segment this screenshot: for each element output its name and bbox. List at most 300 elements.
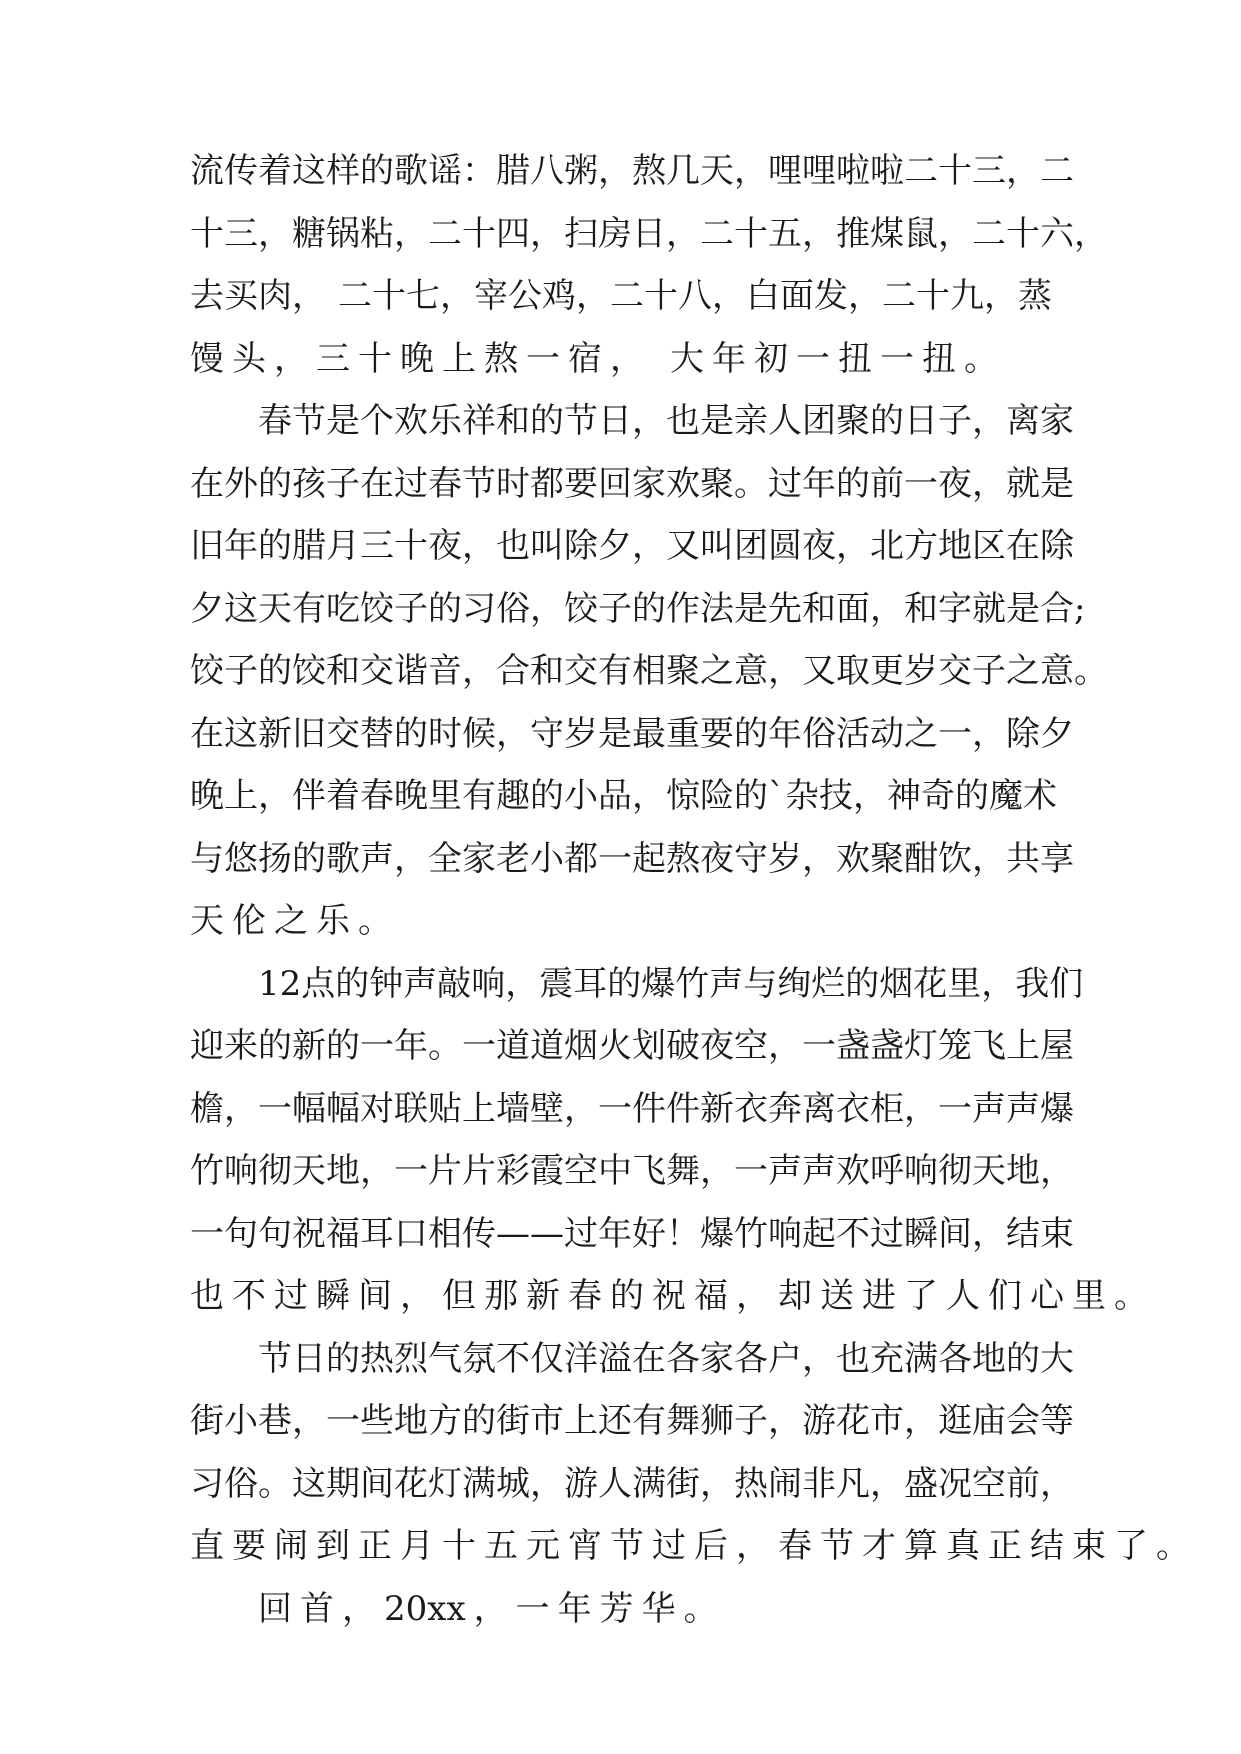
glyph: 一 xyxy=(734,1151,768,1191)
glyph: 扫 xyxy=(564,213,598,254)
glyph: 火 xyxy=(598,1026,632,1066)
space xyxy=(326,265,338,328)
glyph: 夕 xyxy=(1040,713,1074,754)
glyph: 北 xyxy=(870,526,904,566)
glyph: 一 xyxy=(904,463,938,504)
glyph: 声 xyxy=(403,963,438,1004)
glyph: 七 xyxy=(406,276,440,316)
glyph: 一 xyxy=(598,1088,632,1129)
glyph: 欢 xyxy=(836,838,870,879)
glyph: 又 xyxy=(802,651,836,691)
glyph: 送 xyxy=(820,1276,854,1316)
glyph: 算 xyxy=(904,1526,938,1566)
glyph: 锅 xyxy=(326,213,360,254)
glyph: 新 xyxy=(258,713,292,754)
glyph: 熬 xyxy=(666,838,700,879)
glyph: 是 xyxy=(598,713,632,754)
glyph: 贴 xyxy=(428,1088,462,1129)
glyph: 也 xyxy=(666,401,700,441)
glyph: 元 xyxy=(526,1526,560,1566)
glyph: 声 xyxy=(802,1151,836,1191)
glyph: 的 xyxy=(1006,1338,1040,1379)
glyph: 在 xyxy=(190,713,224,754)
glyph: ， xyxy=(292,1401,326,1441)
glyph: 在 xyxy=(360,463,394,504)
text-line xyxy=(190,953,1084,1016)
glyph: 过 xyxy=(652,1526,686,1566)
text-line xyxy=(190,1578,1052,1641)
text-line xyxy=(190,203,1108,266)
glyph: 就 xyxy=(1006,463,1040,504)
glyph: 和 xyxy=(496,401,530,441)
glyph: 节 xyxy=(564,401,598,441)
glyph: 子 xyxy=(972,651,1006,691)
glyph: 二 xyxy=(428,213,462,254)
glyph: 上 xyxy=(564,1401,598,1441)
glyph: 华 xyxy=(641,1588,676,1629)
glyph: 传 xyxy=(224,151,258,191)
glyph: 趣 xyxy=(496,776,530,816)
glyph: 人 xyxy=(598,1463,632,1504)
glyph: 最 xyxy=(632,713,666,754)
glyph: 洋 xyxy=(564,1338,598,1379)
glyph: 扭 xyxy=(838,338,872,379)
glyph: 旧 xyxy=(190,526,224,566)
glyph: 守 xyxy=(734,838,768,879)
glyph: 子 xyxy=(938,401,972,441)
glyph: 子 xyxy=(224,651,258,691)
glyph: 上 xyxy=(1006,1026,1040,1066)
text-line xyxy=(190,1265,1148,1328)
glyph: 十 xyxy=(394,526,428,566)
glyph: 盏 xyxy=(870,1026,904,1066)
glyph: ， xyxy=(768,1026,802,1066)
glyph: 之 xyxy=(1006,651,1040,691)
glyph: 非 xyxy=(802,1463,836,1504)
glyph: 热 xyxy=(734,1463,768,1504)
glyph: 煤 xyxy=(870,213,904,254)
glyph: 交 xyxy=(938,651,972,691)
glyph: 福 xyxy=(694,1276,728,1316)
glyph: 一 xyxy=(796,338,830,379)
glyph: 节 xyxy=(462,463,496,504)
glyph: 蒸 xyxy=(1018,276,1052,316)
glyph: 上 xyxy=(462,1088,496,1129)
glyph: 首 xyxy=(300,1588,334,1629)
glyph: 壁 xyxy=(530,1088,564,1129)
glyph: 作 xyxy=(666,588,700,629)
glyph: 地 xyxy=(394,1401,428,1441)
glyph: ， xyxy=(904,1401,938,1441)
glyph: 几 xyxy=(666,151,700,191)
text-line xyxy=(190,265,1052,328)
glyph: 新 xyxy=(700,1088,734,1129)
glyph: 这 xyxy=(224,713,258,754)
glyph: 。 xyxy=(428,1026,462,1066)
glyph: 飞 xyxy=(632,1151,666,1191)
glyph: ， xyxy=(972,713,1006,754)
glyph: 上 xyxy=(442,338,476,379)
glyph: 舞 xyxy=(666,1151,700,1191)
glyph: 绚 xyxy=(777,963,812,1004)
glyph: 九 xyxy=(950,276,984,316)
glyph: 道 xyxy=(496,1026,530,1066)
glyph: 间 xyxy=(358,1276,392,1316)
glyph: 节 xyxy=(820,1526,854,1566)
glyph: 糖 xyxy=(292,213,326,254)
glyph: 孩 xyxy=(292,463,326,504)
glyph: 聚 xyxy=(666,651,700,691)
glyph: 发 xyxy=(814,276,848,316)
glyph: 和 xyxy=(802,588,836,629)
glyph: 三 xyxy=(972,151,1006,191)
glyph: 要 xyxy=(232,1526,266,1566)
glyph: 一 xyxy=(258,1088,292,1129)
glyph: 法 xyxy=(700,588,734,629)
glyph: 的 xyxy=(326,1026,360,1066)
text-line xyxy=(190,1515,1190,1578)
glyph: 熬 xyxy=(484,338,518,379)
glyph: ， xyxy=(505,963,540,1004)
glyph: 街 xyxy=(666,1463,700,1504)
glyph: 好 xyxy=(632,1213,666,1254)
glyph: 三 xyxy=(316,338,350,379)
glyph: 回 xyxy=(258,1588,292,1629)
glyph: 爆 xyxy=(1040,1088,1074,1129)
glyph: 。 xyxy=(358,901,392,941)
glyph: 交 xyxy=(564,651,598,691)
glyph: 鸡 xyxy=(542,276,576,316)
glyph: 。 xyxy=(1156,1526,1190,1566)
glyph: 扬 xyxy=(258,838,292,879)
glyph: 取 xyxy=(836,651,870,691)
glyph: 在 xyxy=(190,463,224,504)
glyph: 先 xyxy=(768,588,802,629)
glyph: 呼 xyxy=(870,1151,904,1191)
glyph: ， xyxy=(938,213,972,254)
glyph: 天 xyxy=(700,151,734,191)
glyph: 老 xyxy=(496,838,530,879)
glyph: 彻 xyxy=(258,1151,292,1191)
glyph: 声 xyxy=(709,963,744,1004)
glyph: 一 xyxy=(360,1026,394,1066)
glyph: 馒 xyxy=(190,338,224,379)
glyph: 大 xyxy=(670,338,704,379)
glyph: 我 xyxy=(1015,963,1050,1004)
glyph: 烂 xyxy=(811,963,846,1004)
glyph: 的 xyxy=(845,963,880,1004)
glyph: 相 xyxy=(632,651,666,691)
glyph: 一 xyxy=(802,1026,836,1066)
glyph: 20xx xyxy=(384,1588,466,1629)
glyph: 福 xyxy=(326,1213,360,1254)
glyph: 八 xyxy=(530,151,564,191)
glyph: 柜 xyxy=(870,1088,904,1129)
glyph: 况 xyxy=(938,1463,972,1504)
glyph: 奔 xyxy=(768,1088,802,1129)
glyph: 动 xyxy=(870,713,904,754)
glyph: 流 xyxy=(190,151,224,191)
glyph: ， xyxy=(984,276,1018,316)
glyph: 二 xyxy=(1040,151,1074,191)
glyph: 是 xyxy=(1040,463,1074,504)
glyph: ， xyxy=(972,463,1006,504)
glyph: ， xyxy=(1074,213,1108,254)
glyph: 还 xyxy=(598,1401,632,1441)
glyph: 震 xyxy=(539,963,574,1004)
glyph: 在 xyxy=(632,1338,666,1379)
glyph: 哩 xyxy=(802,151,836,191)
glyph: 着 xyxy=(326,776,360,816)
glyph: 联 xyxy=(394,1088,428,1129)
glyph: 一 xyxy=(190,1213,224,1254)
glyph: ， xyxy=(224,1088,258,1129)
glyph: 竹 xyxy=(734,1213,768,1254)
glyph: 街 xyxy=(190,1401,224,1441)
glyph: 满 xyxy=(904,1338,938,1379)
glyph: 结 xyxy=(1030,1526,1064,1566)
glyph: 笼 xyxy=(938,1026,972,1066)
glyph: 户 xyxy=(768,1338,802,1379)
glyph: 鼠 xyxy=(904,213,938,254)
glyph: 春 xyxy=(568,1276,602,1316)
glyph: 竹 xyxy=(190,1151,224,1191)
glyph: 十 xyxy=(190,213,224,254)
glyph: 有 xyxy=(462,776,496,816)
glyph: 技 xyxy=(819,776,853,816)
glyph: 闹 xyxy=(768,1463,802,1504)
glyph: 宿 xyxy=(568,338,602,379)
glyph: 伴 xyxy=(292,776,326,816)
glyph: 的 xyxy=(734,776,768,816)
glyph: 月 xyxy=(326,526,360,566)
glyph: 的 xyxy=(836,463,870,504)
glyph: 都 xyxy=(564,838,598,879)
glyph: 时 xyxy=(496,463,530,504)
glyph: 钟 xyxy=(369,963,404,1004)
glyph: 日 xyxy=(598,401,632,441)
glyph: 响 xyxy=(768,1213,802,1254)
glyph: 白 xyxy=(746,276,780,316)
glyph: 瞬 xyxy=(904,1213,938,1254)
glyph: 游 xyxy=(564,1463,598,1504)
glyph: 飞 xyxy=(972,1026,1006,1066)
glyph: 各 xyxy=(938,1338,972,1379)
glyph: 地 xyxy=(1006,1151,1040,1191)
glyph: 神 xyxy=(887,776,921,816)
glyph: 家 xyxy=(700,1338,734,1379)
glyph: ， xyxy=(870,588,904,629)
glyph: 是 xyxy=(700,401,734,441)
text-line xyxy=(190,890,1052,953)
glyph: 小 xyxy=(530,838,564,879)
glyph: 着 xyxy=(258,151,292,191)
glyph: 耳 xyxy=(360,1213,394,1254)
glyph: 闹 xyxy=(274,1526,308,1566)
glyph: 一 xyxy=(326,1401,360,1441)
glyph: 起 xyxy=(802,1213,836,1254)
glyph: — xyxy=(530,1213,564,1254)
glyph: 过 xyxy=(870,1213,904,1254)
glyph: 瞬 xyxy=(316,1276,350,1316)
glyph: ， xyxy=(736,1526,770,1566)
glyph: 声 xyxy=(360,838,394,879)
glyph: 十 xyxy=(938,151,972,191)
glyph: 一 xyxy=(394,1151,428,1191)
glyph: 时 xyxy=(428,713,462,754)
glyph: 的 xyxy=(292,838,326,879)
glyph: 春 xyxy=(428,463,462,504)
glyph: 岁 xyxy=(768,838,802,879)
glyph: 的 xyxy=(258,526,292,566)
glyph: ， xyxy=(342,1588,376,1629)
glyph: ， xyxy=(360,1151,394,1191)
glyph: 夜 xyxy=(428,526,462,566)
glyph: 里 xyxy=(1072,1276,1106,1316)
glyph: 舞 xyxy=(666,1401,700,1441)
text-line xyxy=(190,390,1074,453)
glyph: 节 xyxy=(292,401,326,441)
glyph: 屋 xyxy=(1040,1026,1074,1066)
glyph: 离 xyxy=(1006,401,1040,441)
glyph: 灯 xyxy=(904,1026,938,1066)
glyph: 衣 xyxy=(836,1088,870,1129)
glyph: 会 xyxy=(1006,1401,1040,1441)
glyph: 家 xyxy=(462,838,496,879)
glyph: 檐 xyxy=(190,1088,224,1129)
glyph: 腊 xyxy=(292,526,326,566)
glyph: 日 xyxy=(632,213,666,254)
glyph: 一 xyxy=(938,1088,972,1129)
glyph: 合 xyxy=(496,651,530,691)
glyph: 的 xyxy=(607,963,642,1004)
glyph: 十 xyxy=(358,338,392,379)
glyph: 烟 xyxy=(564,1026,598,1066)
text-line xyxy=(190,140,1074,203)
glyph: ， xyxy=(904,1088,938,1129)
glyph: 过 xyxy=(564,1213,598,1254)
glyph: 市 xyxy=(870,1401,904,1441)
glyph: 片 xyxy=(462,1151,496,1191)
glyph: 了 xyxy=(1114,1526,1148,1566)
text-line xyxy=(190,453,1074,516)
glyph: 的 xyxy=(734,713,768,754)
glyph: 欢 xyxy=(394,401,428,441)
glyph: 的 xyxy=(360,151,394,191)
glyph: 共 xyxy=(1006,838,1040,879)
glyph: 又 xyxy=(666,526,700,566)
glyph: ， xyxy=(870,1463,904,1504)
glyph: 谐 xyxy=(394,651,428,691)
glyph: 面 xyxy=(780,276,814,316)
glyph: ， xyxy=(836,526,870,566)
glyph: 响 xyxy=(904,1151,938,1191)
glyph: 句 xyxy=(258,1213,292,1254)
glyph: ， xyxy=(666,213,700,254)
glyph: 方 xyxy=(428,1401,462,1441)
glyph: 过 xyxy=(394,463,428,504)
glyph: 才 xyxy=(862,1526,896,1566)
glyph: 空 xyxy=(972,1463,1006,1504)
glyph: 正 xyxy=(358,1526,392,1566)
glyph: 之 xyxy=(274,901,308,941)
glyph: 节 xyxy=(610,1526,644,1566)
glyph: 全 xyxy=(428,838,462,879)
glyph: 狮 xyxy=(700,1401,734,1441)
glyph: 幅 xyxy=(326,1088,360,1129)
glyph: 也 xyxy=(190,1276,224,1316)
glyph: 墙 xyxy=(496,1088,530,1129)
glyph: 起 xyxy=(632,838,666,879)
glyph: 这 xyxy=(292,151,326,191)
glyph: 圆 xyxy=(768,526,802,566)
glyph: 乐 xyxy=(316,901,350,941)
glyph: 天 xyxy=(972,1151,1006,1191)
text-line xyxy=(190,1078,1074,1141)
glyph: 四 xyxy=(496,213,530,254)
glyph: 句 xyxy=(224,1213,258,1254)
glyph: 惊 xyxy=(666,776,700,816)
glyph: 充 xyxy=(870,1338,904,1379)
glyph: 划 xyxy=(632,1026,666,1066)
glyph: ， xyxy=(496,713,530,754)
glyph: ， xyxy=(700,1151,734,1191)
glyph: 春 xyxy=(778,1526,812,1566)
glyph: 二 xyxy=(338,276,372,316)
glyph: 市 xyxy=(530,1401,564,1441)
glyph: 音 xyxy=(428,651,462,691)
glyph: 各 xyxy=(666,1338,700,1379)
glyph: 头 xyxy=(232,338,266,379)
glyph: 更 xyxy=(870,651,904,691)
glyph: 离 xyxy=(802,1088,836,1129)
glyph: 粘 xyxy=(360,213,394,254)
glyph: 三 xyxy=(224,213,258,254)
glyph: 活 xyxy=(836,713,870,754)
glyph: 新 xyxy=(526,1276,560,1316)
glyph: 也 xyxy=(496,526,530,566)
glyph: 正 xyxy=(988,1526,1022,1566)
glyph: 真 xyxy=(946,1526,980,1566)
glyph: 人 xyxy=(768,401,802,441)
glyph: 的 xyxy=(955,776,989,816)
glyph: 一 xyxy=(526,338,560,379)
glyph: 二 xyxy=(610,276,644,316)
glyph: 八 xyxy=(678,276,712,316)
glyph: 宵 xyxy=(568,1526,602,1566)
glyph: 人 xyxy=(946,1276,980,1316)
glyph: 三 xyxy=(360,526,394,566)
glyph: ： xyxy=(462,151,496,191)
glyph: ， xyxy=(1040,1151,1074,1191)
glyph: 仅 xyxy=(530,1338,564,1379)
glyph: 但 xyxy=(442,1276,476,1316)
glyph: 间 xyxy=(360,1463,394,1504)
glyph: 的 xyxy=(335,963,370,1004)
glyph: 交 xyxy=(326,713,360,754)
glyph: 样 xyxy=(326,151,360,191)
glyph: 节 xyxy=(258,1338,292,1379)
glyph: 地 xyxy=(972,1338,1006,1379)
glyph: 俗 xyxy=(496,588,530,629)
glyph: 险 xyxy=(700,776,734,816)
glyph: 敲 xyxy=(437,963,472,1004)
glyph: ， xyxy=(610,338,644,379)
glyph: 束 xyxy=(1040,1213,1074,1254)
glyph: 溢 xyxy=(598,1338,632,1379)
glyph: 年 xyxy=(557,1588,592,1629)
glyph: 家 xyxy=(1040,401,1074,441)
